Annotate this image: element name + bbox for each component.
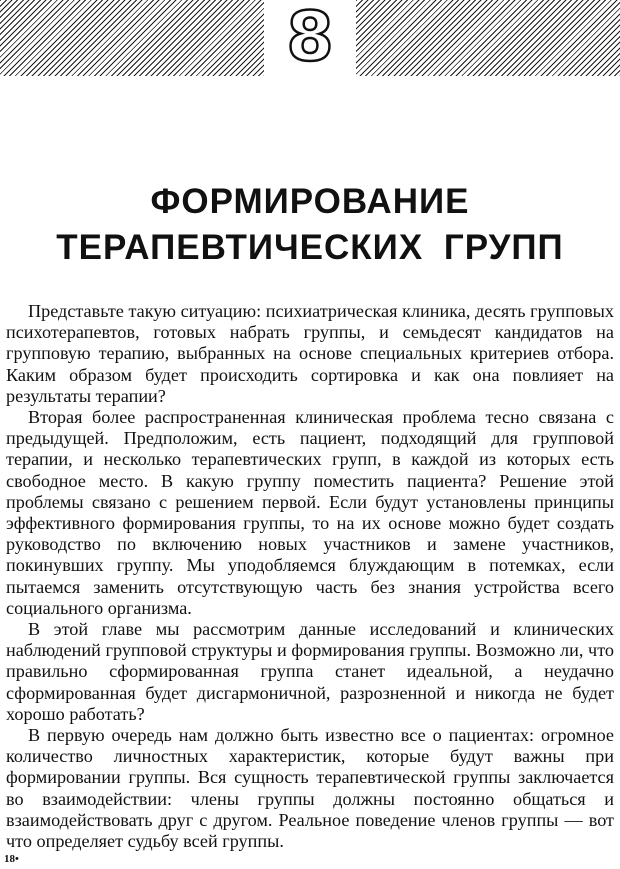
decorative-hatch-left bbox=[0, 0, 264, 76]
paragraph-1: Представьте такую ситуацию: психиатрическая клиника, десять групповых психотерапевтов, готовых набрать группы, и семьдесят кандидатов на групповую терапию, выбранных на основе специальных критериев отбора. Каким образом будет происходить сортировка и как она повлияет на результаты терапии? bbox=[6, 301, 614, 406]
chapter-title-line-2: ТЕРАПЕВТИЧЕСКИХ ГРУПП bbox=[56, 228, 564, 268]
body-text bbox=[6, 301, 614, 852]
page-number: 18• bbox=[4, 853, 19, 865]
chapter-number: 8 bbox=[286, 0, 334, 77]
chapter-title bbox=[0, 179, 620, 271]
paragraph-2: Вторая более распространенная клиническая проблема тесно связана с предыдущей. Предположим, есть пациент, подходящий для групповой терапии, и несколько терапевтических групп, в каждой из которых есть свободное место. В какую группу поместить пациента? Решение этой проблемы связано с решением первой. Если будут установлены принципы эффективного формирования группы, то на их основе можно будет создать руководство по включению новых участников и замене участников, покинувших группу. Мы уподобляемся блуждающим в потемках, если пытаемся заменить отсутствующую часть без знания устройства всего социального организма. bbox=[6, 407, 614, 618]
paragraph-4: В первую очередь нам должно быть известно все о пациентах: огромное количество личностных характеристик, которые будут важны при формировании группы. Вся сущность терапевтической группы заключается во взаимодействии: члены группы должны постоянно общаться и взаимодействовать друг с другом. Реальное поведение членов группы — вот что определяет судьбу всей группы. bbox=[6, 725, 614, 852]
paragraph-3: В этой главе мы рассмотрим данные исследований и клинических наблюдений групповой структуры и формирования группы. Возможно ли, что правильно сформированная группа станет идеальной, а неудачно сформированная будет дисгармоничной, разрозненной и никогда не будет хорошо работать? bbox=[6, 619, 614, 724]
chapter-title-line-1: ФОРМИРОВАНИЕ bbox=[150, 182, 470, 222]
decorative-hatch-right bbox=[356, 0, 620, 76]
